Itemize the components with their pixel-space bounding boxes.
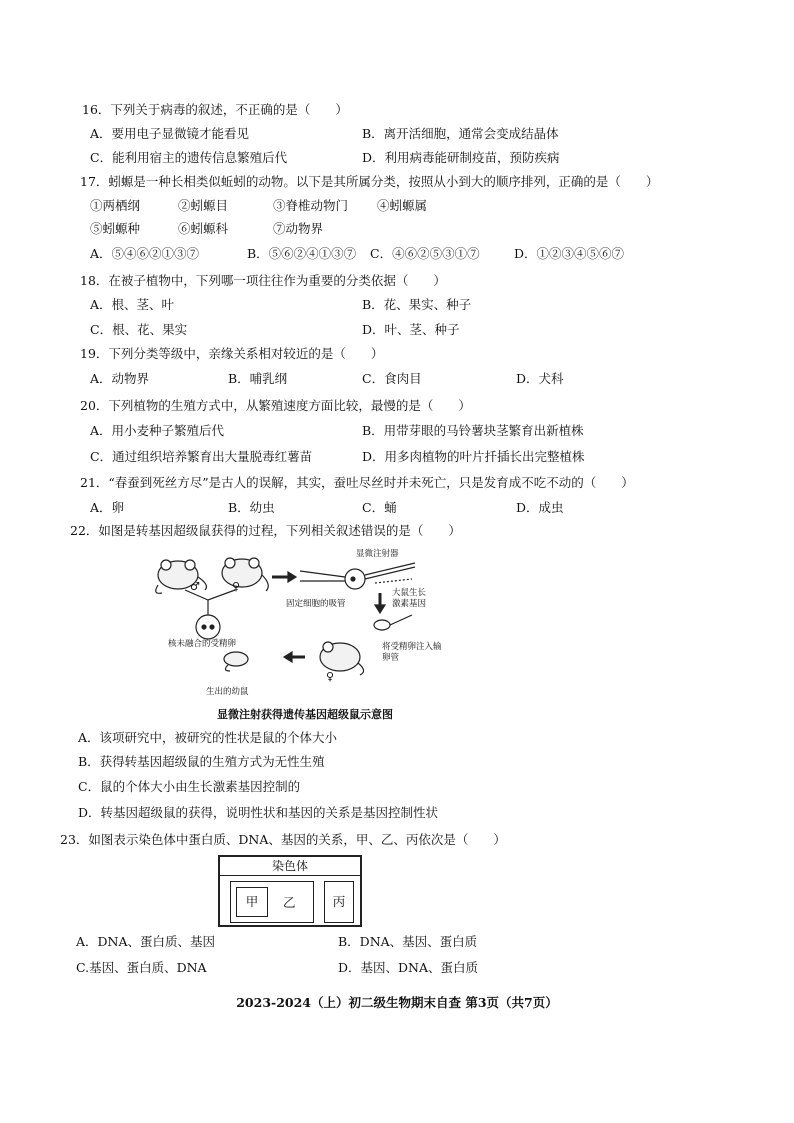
- box-bing: 丙: [324, 881, 354, 923]
- question-stem: 19．下列分类等级中，亲缘关系相对较近的是（ ）: [80, 346, 384, 361]
- question-stem: 21．“春蚕到死丝方尽”是古人的误解，其实，蚕吐尽丝时并未死亡，只是发育成不吃不动的（ ）: [80, 475, 634, 490]
- question-19: [80, 344, 720, 386]
- question-20: [80, 396, 720, 464]
- question-stem: 23．如图表示染色体中蛋白质、DNA、基因的关系，甲、乙、丙依次是（ ）: [60, 832, 506, 847]
- option-c: C．根、花、果实: [90, 322, 188, 337]
- option-d: D．利用病毒能研制疫苗，预防疾病: [362, 150, 560, 165]
- option-d: D．犬科: [516, 371, 564, 386]
- option-d: D．叶、茎、种子: [362, 322, 460, 337]
- option-b: B．离开活细胞，通常会变成结晶体: [362, 126, 559, 141]
- option-c: C．能利用宿主的遗传信息繁殖后代: [90, 150, 288, 165]
- option-d: D．用多肉植物的叶片扦插长出完整植株: [362, 449, 585, 464]
- chromosome-diagram: [218, 855, 362, 927]
- item-4: ④蚓螈属: [377, 198, 428, 213]
- label-pipette: 固定细胞的吸管: [286, 599, 346, 609]
- option-b: B．DNA、基因、蛋白质: [338, 934, 478, 949]
- option-d: D．基因、DNA、蛋白质: [338, 960, 479, 975]
- label-inject: 将受精卵注入输卵管: [382, 642, 442, 663]
- option-a: A．DNA、蛋白质、基因: [76, 934, 216, 949]
- item-5: ⑤蚓螈种: [90, 221, 141, 236]
- page-footer: 2023-2024（上）初二级生物期末自查 第3页（共7页）: [236, 995, 558, 1010]
- option-b: B．用带芽眼的马铃薯块茎繁育出新植株: [362, 423, 584, 438]
- label-female-recipient: ♀: [326, 670, 335, 683]
- transgenic-mouse-figure: [150, 545, 450, 705]
- baby-mouse-icon: [224, 652, 248, 671]
- chromosome-title: 染色体: [220, 857, 360, 876]
- label-zygote: 核未融合的受精卵: [168, 639, 237, 649]
- item-6: ⑥蚓螈科: [178, 221, 229, 236]
- item-3: ③脊椎动物门: [273, 198, 349, 213]
- question-21: [80, 473, 720, 515]
- question-18: [80, 271, 720, 337]
- option-d: D．①②③④⑤⑥⑦: [514, 246, 625, 261]
- item-2: ②蚓螈目: [178, 198, 229, 213]
- question-stem: 22．如图是转基因超级鼠获得的过程，下列相关叙述错误的是（ ）: [70, 523, 461, 538]
- option-a: A．动物界: [90, 371, 150, 386]
- option-a: A．该项研究中，被研究的性状是鼠的个体大小: [78, 730, 338, 745]
- box-yi: [230, 881, 314, 923]
- option-a: A．⑤④⑥②①③⑦: [90, 246, 200, 261]
- option-b: B．花、果实、种子: [362, 297, 472, 312]
- option-a: A．用小麦种子繁殖后代: [90, 423, 225, 438]
- label-gene: 大鼠生长激素基因: [392, 588, 427, 609]
- option-a: A．卵: [90, 500, 125, 515]
- label-male: ♂: [190, 580, 200, 593]
- micro-injection-icon: [300, 563, 415, 589]
- question-17: [80, 172, 720, 261]
- option-c: C．蛹: [362, 500, 397, 515]
- label-offspring: 生出的幼鼠: [206, 687, 249, 697]
- option-c: C．通过组织培养繁育出大量脱毒红薯苗: [90, 449, 313, 464]
- label-yi: 乙: [283, 895, 296, 910]
- option-b: B．哺乳纲: [228, 371, 288, 386]
- option-d: D．转基因超级鼠的获得，说明性状和基因的关系是基因控制性状: [78, 805, 439, 820]
- oviduct-injection-icon: [374, 615, 412, 630]
- option-b: B．⑤⑥②④①③⑦: [247, 246, 357, 261]
- question-stem: 18．在被子植物中，下列哪一项往往作为重要的分类依据（ ）: [80, 273, 446, 288]
- label-injector: 显微注射器: [356, 549, 399, 559]
- mouse-female-icon: [222, 558, 268, 591]
- item-7: ⑦动物界: [273, 221, 324, 236]
- option-c: C．鼠的个体大小由生长激素基因控制的: [78, 779, 301, 794]
- option-c: C．食肉目: [362, 371, 422, 386]
- box-jia: 甲: [236, 887, 268, 917]
- question-22: [70, 521, 710, 541]
- option-d: D．成虫: [516, 500, 564, 515]
- option-a: A．根、茎、叶: [90, 297, 175, 312]
- question-stem: 17．蚓螈是一种长相类似蚯蚓的动物。以下是其所属分类，按照从小到大的顺序排列，正确的是（ ）: [80, 174, 659, 189]
- option-b: B．获得转基因超级鼠的生殖方式为无性生殖: [78, 754, 325, 769]
- item-1: ①两栖纲: [90, 198, 141, 213]
- option-a: A．要用电子显微镜才能看见: [90, 126, 250, 141]
- question-16: [82, 100, 722, 165]
- label-female: ♀: [232, 580, 241, 593]
- zygote-icon: [196, 615, 220, 639]
- option-c: C．④⑥②⑤③①⑦: [370, 246, 480, 261]
- question-stem: 20．下列植物的生殖方式中，从繁殖速度方面比较，最慢的是（ ）: [80, 398, 471, 413]
- figure22-caption: 显微注射获得遗传基因超级鼠示意图: [217, 708, 393, 721]
- option-b: B．幼虫: [228, 500, 275, 515]
- option-c: C.基因、蛋白质、DNA: [76, 960, 207, 975]
- question-23: [60, 830, 700, 850]
- question-stem: 16．下列关于病毒的叙述，不正确的是（ ）: [82, 102, 348, 117]
